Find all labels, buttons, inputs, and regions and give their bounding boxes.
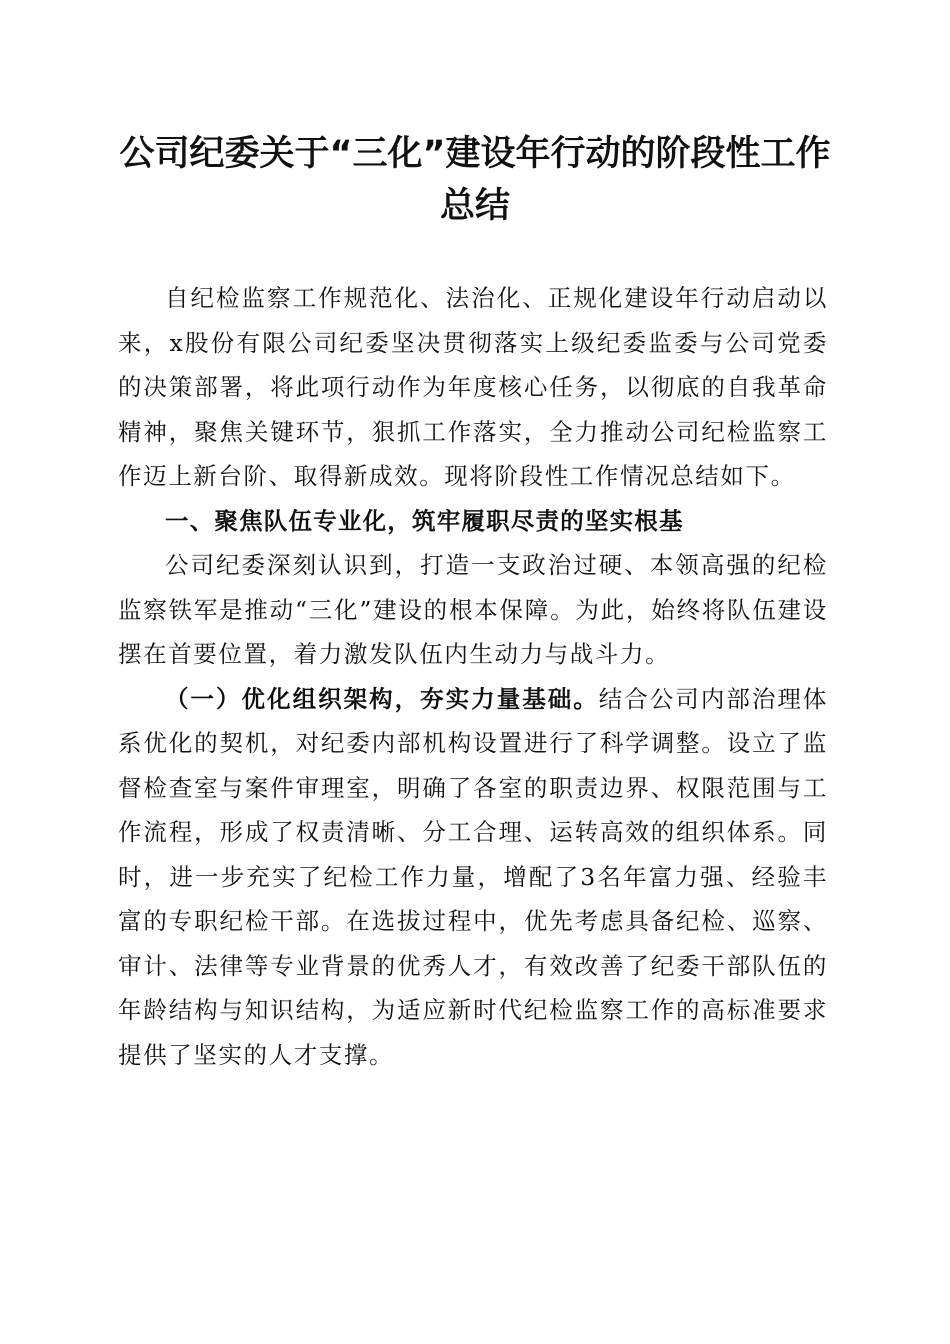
subsection-paragraph — [118, 677, 828, 1078]
section-paragraph: 公司纪委深刻认识到，打造一支政治过硬、本领高强的纪检监察铁军是推动“三化”建设的根本保障。为此，始终将队伍建设摆在首要位置，着力激发队伍内生动力与战斗力。 — [118, 551, 828, 668]
intro-paragraph: 自纪检监察工作规范化、法治化、正规化建设年行动启动以来，x股份有限公司纪委坚决贯彻落实上级纪委监委与公司党委的决策部署，将此项行动作为年度核心任务，以彻底的自我革命精神，聚焦关键环节，狠抓工作落实，全力推动公司纪检监察工作迈上新台阶、取得新成效。现将阶段性工作情况总结如下。 — [118, 284, 828, 490]
section-heading: 一、聚焦队伍专业化，筑牢履职尽责的坚实根基 — [165, 506, 684, 535]
document-body — [118, 276, 828, 1077]
subsection-text: 结合公司内部治理体系优化的契机，对纪委内部机构设置进行了科学调整。设立了监督检查室与案件审理室，明确了各室的职责边界、权限范围与工作流程，形成了权责清晰、分工合理、运转高效的组织体系。同时，进一步充实了纪检工作力量，增配了3名年富力强、经验丰富的专职纪检干部。在选拔过程中，优先考虑具备纪检、巡察、审计、法律等专业背景的优秀人才，有效改善了纪委干部队伍的年龄结构与知识结构，为适应新时代纪检监察工作的高标准要求提供了坚实的人才支撑。 — [118, 684, 828, 1069]
subsection-lead: （一）优化组织架构，夯实力量基础。 — [165, 684, 599, 713]
document-title: 公司纪委关于“三化”建设年行动的阶段性工作总结 — [119, 134, 831, 226]
